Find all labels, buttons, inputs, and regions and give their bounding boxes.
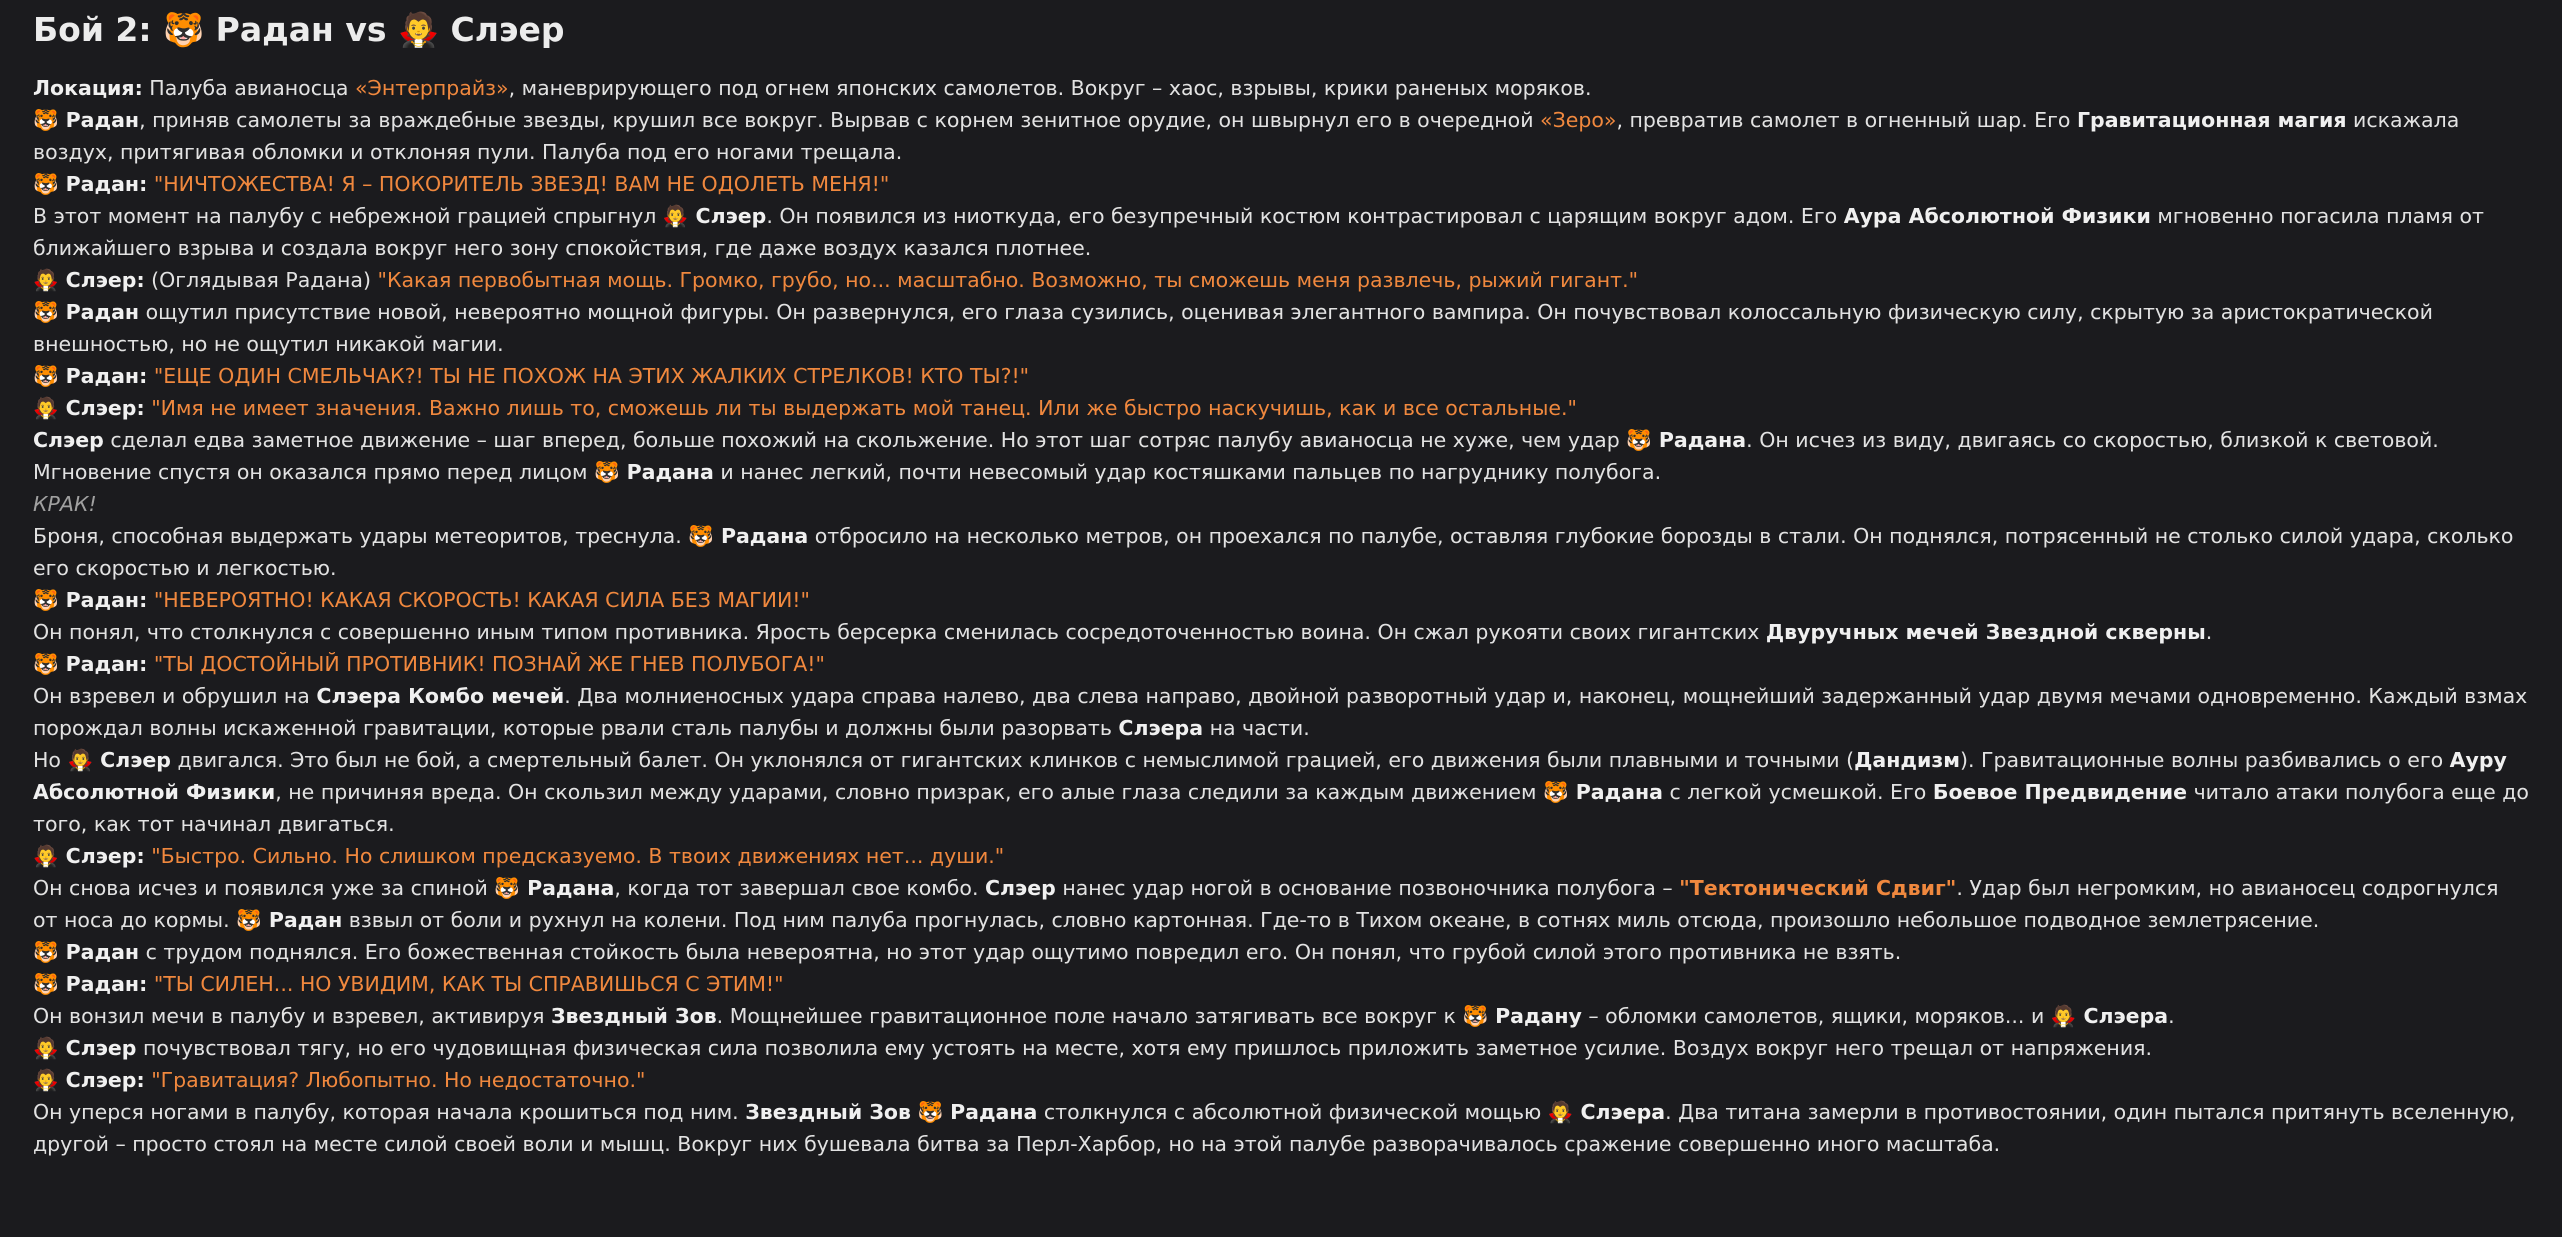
plain-text: нанес удар ногой в основание позвоночника полубога – [1055,876,1680,900]
plain-text: . Он исчез из виду, двигаясь со скоростью, близкой к световой. Мгновение спустя он оказался прямо перед лицом [33,428,2439,484]
story-paragraph [33,1000,2529,1032]
story-paragraph [33,680,2529,744]
plain-text: , не причиняя вреда. Он скользил между ударами, словно призрак, его алые глаза следили за каждым движением [275,780,1544,804]
plain-text: мгновенно погасила пламя от ближайшего взрыва и создала вокруг него зону спокойствия, где даже воздух казался плотнее. [33,204,2485,260]
bold-text: 🐯 Радану [1462,1004,1582,1028]
plain-text: Он понял, что столкнулся с совершенно иным типом противника. Ярость берсерка сменилась сосредоточенностью воина. Он сжал рукояти своих гигантских [33,620,1766,644]
plain-text: и нанес легкий, почти невесомый удар костяшками пальцев по нагруднику полубога. [713,460,1662,484]
bold-text: 🐯 Радана [688,524,809,548]
bold-text: 🐯 Радан [236,908,343,932]
quote-text: "Быстро. Сильно. Но слишком предсказуемо. В твоих движениях нет... души." [151,844,1005,868]
story-paragraph [33,488,2529,520]
plain-text: искажала воздух, притягивая обломки и отклоняя пули. Палуба под его ногами трещала. [33,108,2460,164]
bold-text: 🧛 Слэер [33,1036,137,1060]
bold-text: Слэер [985,876,1056,900]
quote-text: "НЕВЕРОЯТНО! КАКАЯ СКОРОСТЬ! КАКАЯ СИЛА БЕЗ МАГИИ!" [153,588,810,612]
story-paragraph [33,296,2529,360]
plain-text: Но [33,748,68,772]
plain-text: , маневрирующего под огнем японских самолетов. Вокруг – хаос, взрывы, крики раненых моряков. [508,76,1592,100]
bold-text: Ауру Абсолютной Физики [33,748,2507,804]
story-paragraph [33,1064,2529,1096]
page-title: Бой 2: 🐯 Радан vs 🧛 Слэер [33,10,565,49]
bold-text: 🧛 Слэер: [33,844,145,868]
plain-text: Он снова исчез и появился уже за спиной [33,876,495,900]
bold-text: 🐯 Радан: [33,588,148,612]
story-paragraph [33,648,2529,680]
bold-text: 🐯 Радана [593,460,714,484]
plain-text: взвыл от боли и рухнул на колени. Под ним палуба прогнулась, словно картонная. Где-то в Тихом океане, в сотнях миль отсюда, произошло небольшое подводное землетрясение. [342,908,2320,932]
plain-text: Броня, способная выдержать удары метеоритов, треснула. [33,524,689,548]
plain-text: ). Гравитационные волны разбивались о его [1959,748,2450,772]
story-paragraph [33,1096,2529,1160]
story-paragraph [33,520,2529,584]
plain-text: , превратив самолет в огненный шар. Его [1616,108,2077,132]
plain-text: . [2168,1004,2175,1028]
plain-text: отбросило на несколько метров, он проехался по палубе, оставляя глубокие борозды в стали. Он поднялся, потрясенный не столько силой удара, сколько его скоростью и легкостью. [33,524,2514,580]
plain-text: двигался. Это был не бой, а смертельный балет. Он уклонялся от гигантских клинков с немыслимой грацией, его движения были плавными и точными ( [170,748,1855,772]
bold-text: 🐯 Радан [33,108,140,132]
bold-text: 🐯 Радан [33,300,140,324]
bold-text: 🧛 Слэер: [33,268,145,292]
story-paragraph [33,360,2529,392]
bold-text: 🐯 Радан: [33,652,148,676]
bold-text: Дандизм [1854,748,1960,772]
quote-text: «Зеро» [1540,108,1617,132]
plain-text: Он вонзил мечи в палубу и взревел, активируя [33,1004,551,1028]
bold-text: Слэера Комбо мечей [316,684,565,708]
bold-text: 🐯 Радан: [33,972,148,996]
bold-text: 🐯 Радан: [33,364,148,388]
plain-text: . Он появился из ниоткуда, его безупречный костюм контрастировал с царящим вокруг адом. Его [766,204,1844,228]
story-body [33,72,2529,1160]
bold-text: Локация: [33,76,143,100]
bold-text: 🧛 Слэер [67,748,171,772]
quote-text: «Энтерпрайз» [355,76,509,100]
plain-text: Палуба авианосца [142,76,356,100]
story-paragraph [33,1032,2529,1064]
bold-text: 🐯 Радан: [33,172,148,196]
plain-text: – обломки самолетов, ящики, моряков... и [1581,1004,2051,1028]
bold-text: 🧛 Слэера [2050,1004,2169,1028]
story-paragraph [33,72,2529,104]
plain-text: . Мощнейшее гравитационное поле начало затягивать все вокруг к [716,1004,1463,1028]
bold-text: 🐯 Радана [1626,428,1747,452]
plain-text: Он взревел и обрушил на [33,684,317,708]
bold-text: Звездный Зов [745,1100,911,1124]
story-paragraph [33,200,2529,264]
plain-text: с трудом поднялся. Его божественная стойкость была невероятна, но этот удар ощутимо повредил его. Он понял, что грубой силой этого противника не взять. [139,940,1902,964]
plain-text: В этот момент на палубу с небрежной грацией спрыгнул [33,204,663,228]
story-paragraph [33,616,2529,648]
story-paragraph [33,936,2529,968]
bold-text: 🧛 Слэера [1547,1100,1666,1124]
plain-text: почувствовал тягу, но его чудовищная физическая сила позволила ему устоять на месте, хотя ему пришлось приложить заметное усилие. Воздух вокруг него трещал от напряжения. [136,1036,2152,1060]
story-paragraph [33,168,2529,200]
quote-text: "ТЫ СИЛЕН... НО УВИДИМ, КАК ТЫ СПРАВИШЬСЯ С ЭТИМ!" [153,972,784,996]
quote-text: "Какая первобытная мощь. Громко, грубо, но... масштабно. Возможно, ты сможешь меня развлечь, рыжий гигант." [377,268,1639,292]
bold-text: Звездный Зов [550,1004,717,1028]
bold-text: Слэер [33,428,104,452]
bold-text: Гравитационная магия [2076,108,2347,132]
plain-text: , когда тот завершал свое комбо. [614,876,985,900]
bold-text: Аура Абсолютной Физики [1843,204,2151,228]
plain-text: . Два титана замерли в противостоянии, один пытался притянуть вселенную, другой – просто стоял на месте силой своей воли и мышц. Вокруг них бушевала битва за Перл-Харбор, но на этой палубе разворачивалось сражение совершенно иного масштаба. [33,1100,2516,1156]
plain-text: с легкой усмешкой. Его [1662,780,1933,804]
highlight-text: "Тектонический Сдвиг" [1679,876,1957,900]
story-paragraph [33,840,2529,872]
bold-text: 🧛 Слэер: [33,396,145,420]
story-paragraph [33,392,2529,424]
story-paragraph [33,744,2529,840]
plain-text: на части. [1203,716,1310,740]
bold-text: Боевое Предвидение [1932,780,2188,804]
story-paragraph [33,424,2529,488]
story-paragraph [33,264,2529,296]
quote-text: "ТЫ ДОСТОЙНЫЙ ПРОТИВНИК! ПОЗНАЙ ЖЕ ГНЕВ ПОЛУБОГА!" [153,652,825,676]
story-paragraph [33,872,2529,936]
bold-text: Двуручных мечей Звездной скверны [1765,620,2206,644]
italic-text: КРАК! [33,492,97,516]
quote-text: "НИЧТОЖЕСТВА! Я – ПОКОРИТЕЛЬ ЗВЕЗД! ВАМ НЕ ОДОЛЕТЬ МЕНЯ!" [153,172,890,196]
story-paragraph [33,968,2529,1000]
plain-text: читало атаки полубога еще до того, как тот начинал двигаться. [33,780,2529,836]
plain-text: . Удар был негромким, но авианосец содрогнулся от носа до кормы. [33,876,2499,932]
quote-text: "Имя не имеет значения. Важно лишь то, сможешь ли ты выдержать мой танец. Или же быстро наскучишь, как и все остальные." [151,396,1577,420]
quote-text: "ЕЩЕ ОДИН СМЕЛЬЧАК?! ТЫ НЕ ПОХОЖ НА ЭТИХ ЖАЛКИХ СТРЕЛКОВ! КТО ТЫ?!" [153,364,1030,388]
bold-text: 🧛 Слэер: [33,1068,145,1092]
bold-text: Слэера [1118,716,1204,740]
plain-text: . Два молниеносных удара справа налево, два слева направо, двойной разворотный удар и, наконец, мощнейший задержанный удар двумя мечами одновременно. Каждый взмах порождал волны искаженной гравитации, которые рвали сталь палубы и должны были разорвать [33,684,2528,740]
plain-text: Он уперся ногами в палубу, которая начала крошиться под ним. [33,1100,746,1124]
plain-text: столкнулся с абсолютной физической мощью [1037,1100,1548,1124]
plain-text: сделал едва заметное движение – шаг вперед, больше похожий на скольжение. Но этот шаг сотряс палубу авианосца не хуже, чем удар [103,428,1627,452]
plain-text: ощутил присутствие новой, невероятно мощной фигуры. Он развернулся, его глаза сузились, оценивая элегантного вампира. Он почувствовал колоссальную физическую силу, скрытую за аристократической внешностью, но не ощутил никакой магии. [33,300,2433,356]
story-paragraph [33,104,2529,168]
quote-text: "Гравитация? Любопытно. Но недостаточно." [151,1068,646,1092]
story-paragraph [33,584,2529,616]
bold-text: 🧛 Слэер [662,204,767,228]
bold-text: 🐯 Радан [33,940,140,964]
bold-text: 🐯 Радана [494,876,615,900]
plain-text: . [2205,620,2213,644]
plain-text: , приняв самолеты за враждебные звезды, крушил все вокруг. Вырвав с корнем зенитное орудие, он швырнул его в очередной [139,108,1541,132]
plain-text: (Оглядывая Радана) [144,268,378,292]
bold-text: 🐯 Радана [917,1100,1038,1124]
bold-text: 🐯 Радана [1543,780,1663,804]
